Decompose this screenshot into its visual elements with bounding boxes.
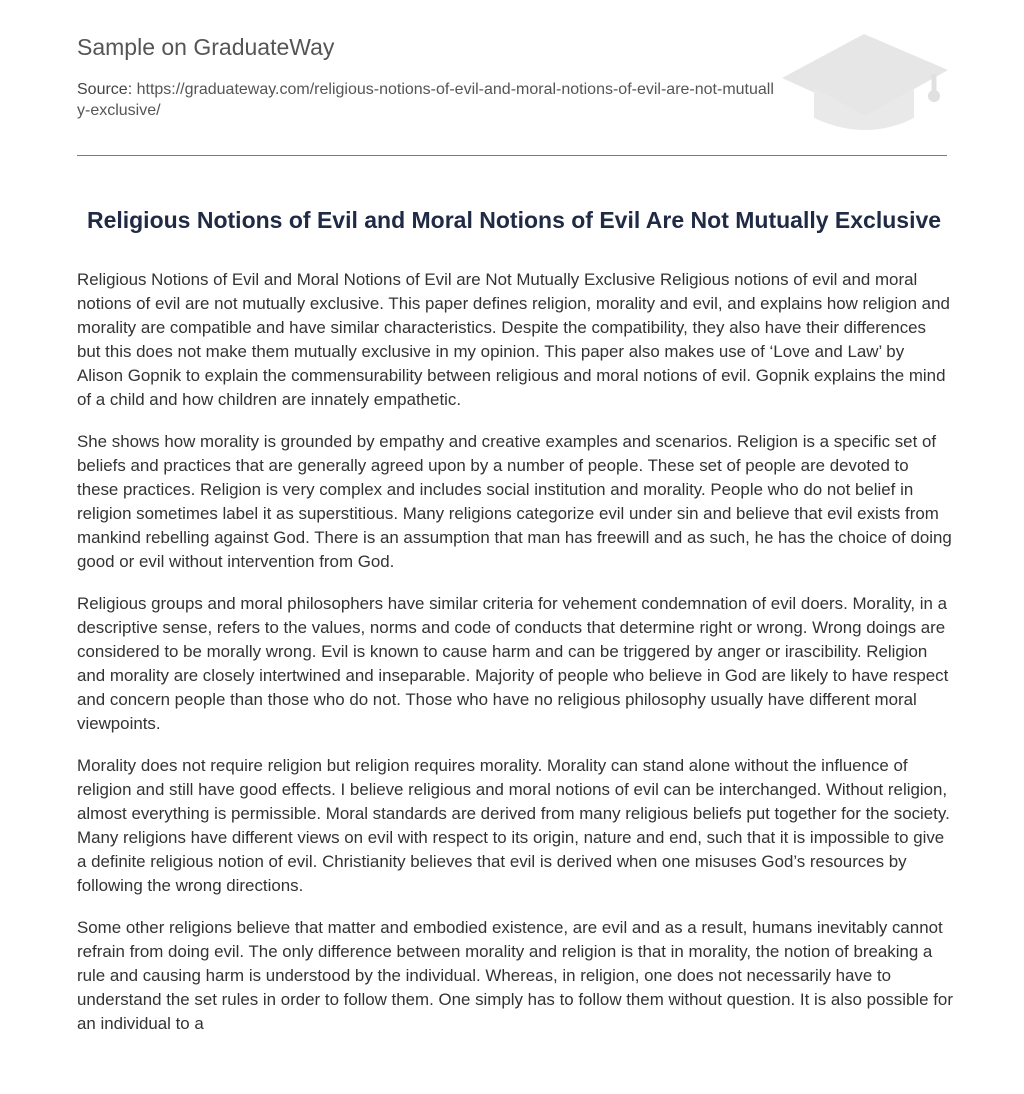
article-paragraph: She shows how morality is grounded by empathy and creative examples and scenarios. Religion is a specific set of beliefs and practices that are generally agreed upon by a number of people. These set of people are devoted to these practices. Religion is very complex and includes social institution and morality. People who do not belief in religion sometimes label it as superstitious. Many religions categorize evil under sin and believe that evil exists from mankind rebelling against God. There is an assumption that man has freewill and as such, he has the choice of doing good or evil without intervention from God. [77, 432, 952, 571]
source-label: Source: [77, 81, 133, 98]
source-line [77, 79, 777, 121]
article-body [77, 268, 953, 1054]
article-paragraph: Morality does not require religion but religion requires morality. Morality can stand alone without the influence of religion and still have good effects. I believe religious and moral notions of evil can be interchanged. Without religion, almost everything is permissible. Moral standards are derived from many religious beliefs put together for the society. Many religions have different views on evil with respect to its origin, nature and end, such that it is impossible to give a definite religious notion of evil. Christianity believes that evil is derived when one misuses God’s resources by following the wrong directions. [77, 756, 950, 895]
page-header [77, 0, 947, 156]
source-link[interactable]: https://graduateway.com/religious-notions-of-evil-and-moral-notions-of-evil-are-not-mutually-exclusive/ [77, 81, 774, 119]
article-title: Religious Notions of Evil and Moral Notions of Evil Are Not Mutually Exclusive [86, 207, 942, 233]
site-title: Sample on GraduateWay [77, 34, 335, 60]
article-paragraph: Religious groups and moral philosophers have similar criteria for vehement condemnation of evil doers. Morality, in a descriptive sense, refers to the values, norms and code of conducts that determine right or wrong. Wrong doings are considered to be morally wrong. Evil is known to cause harm and can be triggered by anger or irascibility. Religion and morality are closely intertwined and inseparable. Majority of people who believe in God are likely to have respect and concern people than those who do not. Those who have no religious philosophy usually have different moral viewpoints. [77, 594, 949, 733]
article-paragraph: Some other religions believe that matter and embodied existence, are evil and as a result, humans inevitably cannot refrain from doing evil. The only difference between morality and religion is that in morality, the notion of breaking a rule and causing harm is understood by the individual. Whereas, in religion, one does not necessarily have to understand the set rules in order to follow them. One simply has to follow them without question. It is also possible for an individual to a [77, 918, 953, 1033]
header-divider [77, 155, 947, 156]
article-paragraph: Religious Notions of Evil and Moral Notions of Evil are Not Mutually Exclusive Religious notions of evil and moral notions of evil are not mutually exclusive. This paper defines religion, morality and evil, and explains how religion and morality are compatible and have similar characteristics. Despite the compatibility, they also have their differences but this does not make them mutually exclusive in my opinion. This paper also makes use of ‘Love and Law’ by Alison Gopnik to explain the commensurability between religious and moral notions of evil. Gopnik explains the mind of a child and how children are innately empathetic. [77, 270, 950, 409]
graduation-cap-icon [782, 30, 948, 134]
